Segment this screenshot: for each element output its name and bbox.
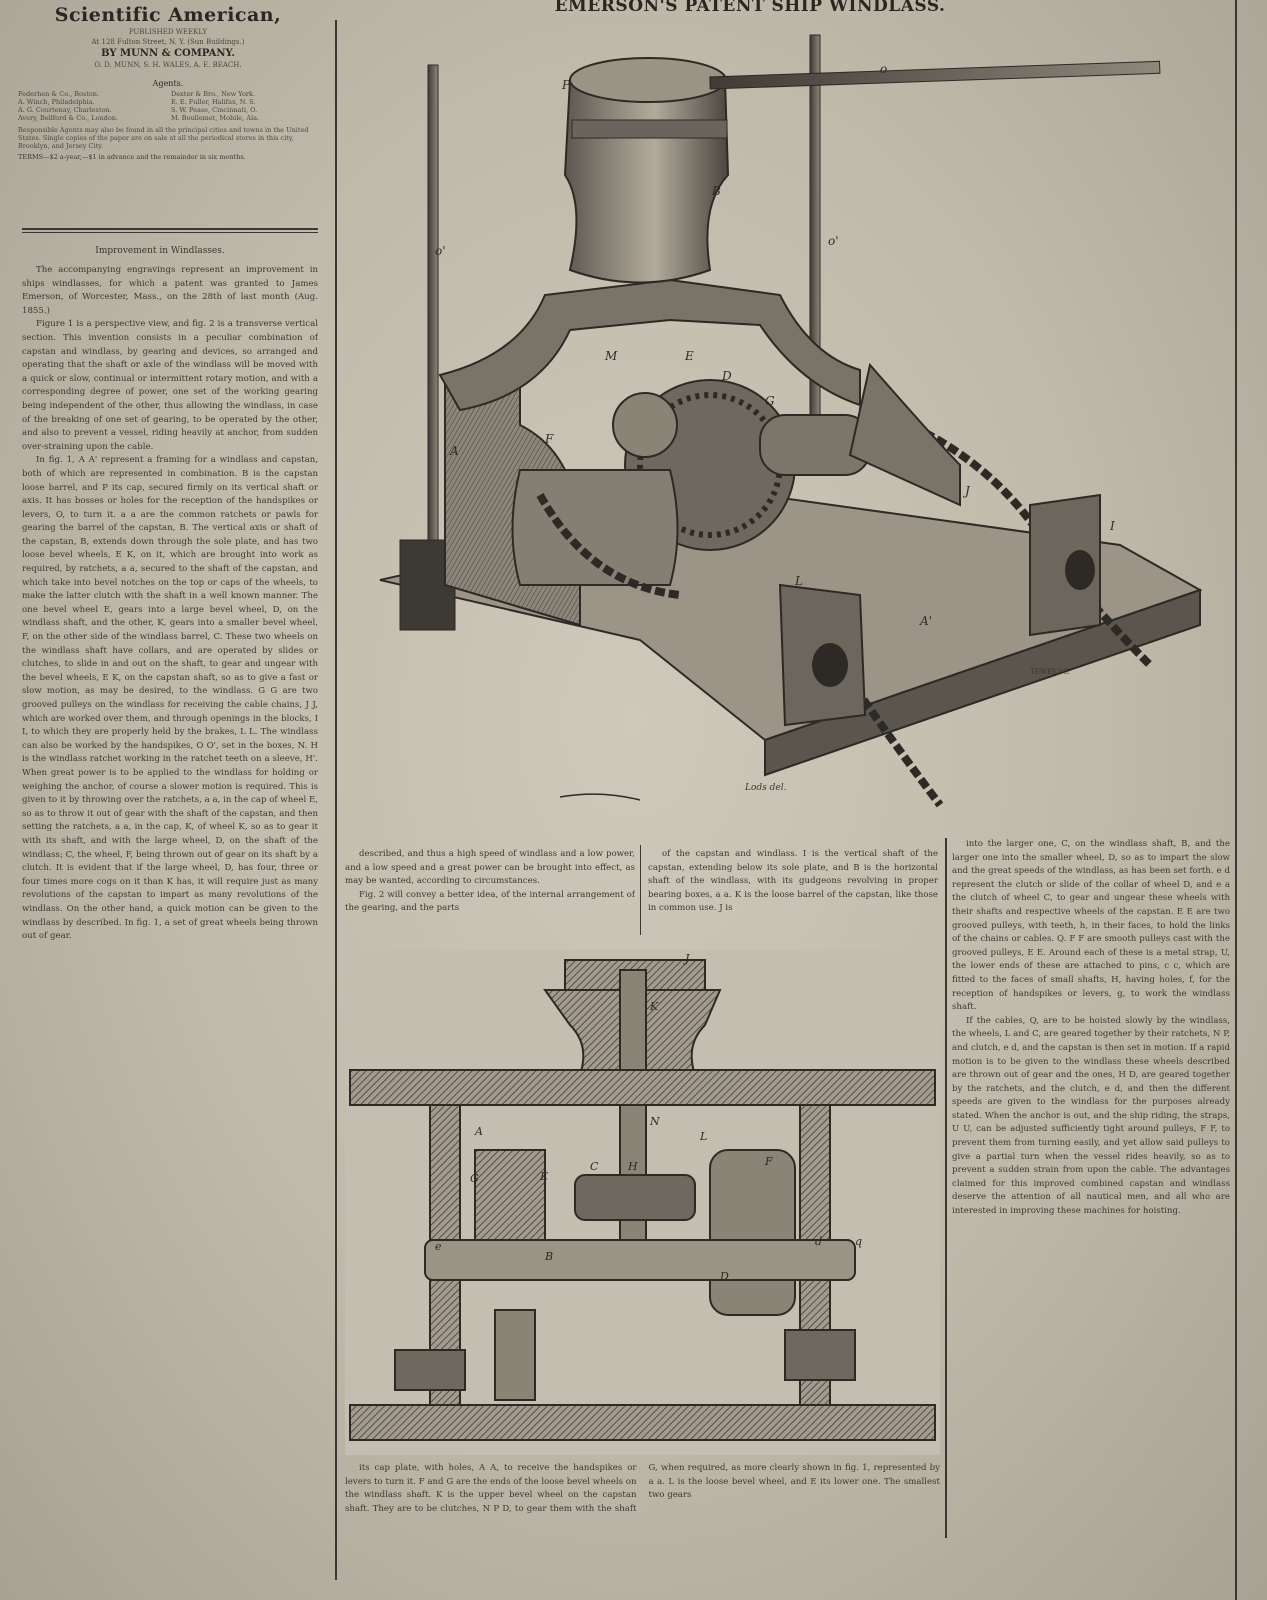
agents-list	[18, 90, 318, 122]
agent-entry: Avery, Bellford & Co., London.	[18, 114, 118, 122]
agent-entry: A. Winch, Philadelphia.	[18, 98, 95, 106]
frame-right	[850, 365, 960, 505]
handspike-rod-left	[428, 65, 438, 585]
label-letter: L	[700, 1130, 708, 1143]
capstan-cap	[570, 58, 726, 102]
label-letter: o'	[828, 234, 839, 248]
masthead	[18, 0, 318, 161]
masthead-address: At 128 Fulton Street, N. Y. (Sun Buildings.)	[91, 38, 245, 46]
windlass-shaft	[425, 1240, 855, 1280]
label-letter: J	[685, 952, 690, 965]
label-letter: H	[628, 1160, 638, 1173]
hawse-hole	[1065, 550, 1095, 590]
label-letter: B	[545, 1250, 554, 1263]
paragraph: In fig. 1, A A' represent a framing for a windlass and capstan, both of which are represented in combination. B is the capstan loose barrel, and P its cap, secured firmly on its vertical shaft or axis. It has bosses or holes for the reception of the handspikes or levers, O, to turn it. a a are the common ratchets or pawls for gearing the barrel of the capstan, B. The vertical axis or shaft of the capstan, B, extends down through the sole plate, and has two loose bevel wheels, E K, on it, which are brought into work as required, by ratchets, a a, secured to the shaft of the capstan, and which take into bevel notches on the top or caps of the wheels, to make the latter clutch with the shaft in a well known manner. The one bevel wheel E, gears into a large bevel wheel, D, on the windlass shaft, and the other, K, gears into a smaller bevel wheel, F, on the other side of the windlass barrel, C. These two wheels on the windlass shaft have collars, and are operated by slides or clutches, to slide in and out on the shaft, to gear and ungear with the bevel wheels, E K, on the capstan shaft, so as to give a fast or slow motion, as may be desired, to the windlass. G G are two grooved pulleys on the windlass for receiving the cable chains, J J, which are worked over them, and through openings in the blocks, I I, to which they are properly held by the brakes, L L. The windlass can also be worked by the handspikes, O O', set in the boxes, N. H is the windlass ratchet working in the ratchet teeth on a sleeve, H'. When great power is to be applied to the windlass for holding or weighing the anchor, of course a slower motion is required. This is given to it by throwing over the ratchets, a a, in the cap of wheel E, so as to throw it out of gear with the shaft of the capstan, and then setting the ratchets, a a, in the cap, K, of wheel K, so as to gear it with its shaft, and with the large wheel, D, on the shaft of the windlass; C, the wheel, F, being thrown out of gear on its shaft by a clutch. It is evident that if the large wheel, D, has four, three or four times more cogs on it than K has, it will require just as many revolutions of the capstan to impart as many revolutions of the windlass. On the other hand, a quick motion can be given to the windlass by described. In fig. 1, a set of great wheels being thrown out of gear.	[22, 455, 318, 942]
bevel-wheel-small	[613, 393, 677, 457]
article-column-3-top	[648, 848, 938, 936]
paragraph: The accompanying engravings represent an improvement in ships windlasses, for which a patent was granted to James Emerson, of Worcester, Mass., on the 28th of last month (Aug. 1855.)	[22, 265, 318, 316]
label-letter: F	[545, 432, 554, 446]
label-letter: A'	[920, 614, 932, 628]
windlass-barrel	[513, 470, 678, 585]
label-letter: G	[765, 394, 775, 408]
paragraph: If the cables, Q, are to be hoisted slowly by the windlass, the wheels, L and C, are geared together by their ratchets, N P, and clutch, e d, and the capstan is then set in motion. If a rapid motion is to be given to the windlass these wheels described are thrown out of gear and the ones, H D, are geared together by the ratchets, and the clutch, e d, and then the different speeds are given to the windlass for the purposes already stated. When the anchor is out, and the ship riding, the straps, U U, can be adjusted sufficiently tight around pulleys, F F, to prevent them from turning easily, and yet allow said pulleys to give a partial turn when the vessel rides heavily, so as to prevent a sudden strain from upon the cable. The advantages claimed for this improved combined capstan and windlass deserve the attention of all nautical men, and all who are interested in improving these machines for hoisting.	[952, 1015, 1230, 1217]
masthead-rule	[22, 228, 318, 230]
label-letter: E	[685, 349, 694, 363]
label-letter: D	[722, 369, 732, 383]
grooved-pulley-section	[710, 1150, 795, 1315]
article-column-1	[22, 264, 318, 1594]
label-letter: F	[765, 1155, 773, 1168]
paragraph: described, and thus a high speed of windlass and a low power, and a low speed and a great power can be brought into effect, as may be wanted, according to circumstances.	[345, 849, 635, 887]
label-letter: d	[815, 1235, 823, 1248]
capstan-arch-frame	[440, 280, 860, 410]
engraving-flourish	[560, 794, 640, 800]
masthead-editors: O. D. MUNN, S. H. WALES, A. E. BEACH.	[94, 61, 242, 69]
figure-2-section	[345, 950, 940, 1455]
agents-heading: Agents.	[152, 79, 184, 88]
paragraph: Fig. 2 will convey a better idea, of the internal arrangement of the gearing, and the parts	[345, 889, 635, 914]
label-letter: J	[965, 484, 970, 498]
label-letter: G	[470, 1172, 479, 1185]
label-letter: o	[880, 62, 888, 76]
label-letter: C	[590, 1160, 599, 1173]
engraver-signature-right: TEWEY.SC.	[1030, 668, 1071, 676]
masthead-rule-thin	[22, 232, 318, 233]
label-letter: q	[855, 1235, 863, 1248]
sole-plate-section	[350, 1405, 935, 1440]
agents-note: Responsible Agents may also be found in all the principal cities and towns in the United States. Single copies of the paper are on sale at all the periodical stores in this city, Brooklyn, and Jersey City.	[18, 126, 309, 150]
bearing-box-right	[785, 1330, 855, 1380]
paragraph: Figure 1 is a perspective view, and fig. 2 is a transverse vertical section. This invention consists in a peculiar combination of capstan and windlass, by gearing and devices, so arranged and operating that the shaft or axle of the windlass will be moved with a quick or slow, continual or intermittent rotary motion, and with a corresponding degree of power, one set of the working gearing being independent of the other, thus allowing the windlass, in case of the breaking of one set of gearing, to be operated by the other, and also to prevent a vessel, riding heavily at anchor, from sudden over-straining upon the cable.	[22, 319, 318, 452]
agent-entry: A. G. Courtenay, Charleston.	[18, 106, 112, 114]
capstan-lever	[710, 61, 1160, 89]
label-letter: K	[650, 1000, 659, 1013]
page-border-rule	[1235, 0, 1237, 1600]
bearing-box-left	[395, 1350, 465, 1390]
label-letter: E	[540, 1170, 549, 1183]
bevel-wheel-section	[575, 1175, 695, 1220]
label-letter: M	[605, 349, 618, 363]
agent-entry: E. E. Fuller, Halifax, N. S.	[171, 98, 256, 106]
agent-entry: Dexter & Bro., New York.	[171, 90, 256, 98]
masthead-published: PUBLISHED WEEKLY	[128, 28, 208, 36]
article-headline: EMERSON'S PATENT SHIP WINDLASS.	[554, 0, 946, 16]
label-letter: A	[450, 444, 459, 458]
label-letter: o'	[435, 244, 446, 258]
engraver-signature-left: Lods del.	[745, 783, 787, 793]
figure-1-engraving	[340, 25, 1220, 825]
paragraph: of the capstan and windlass. I is the vertical shaft of the capstan, extending below its sole plate, and B is the horizontal shaft of the windlass, with its gudgeons revolving in proper bearing boxes, a a. K is the loose barrel of the capstan, like those in common use. J is	[648, 849, 938, 914]
paragraph: into the larger one, C, on the windlass shaft, B, and the larger one into the smaller wheel, D, so as to impart the slow and the great speeds of the windlass, as has been set forth. e d represent the clutch or slide of the collar of wheel D, and e a the clutch of wheel C, to gear and ungear these wheels with their shafts and respective wheels of the capstan. E E are two grooved pulleys, with teeth, h, in their faces, to hold the links of the chains or cables. Q. F F are smooth pulleys cast with the grooved pulleys, E E. Around each of these is a metal strap, U, the lower ends of these are attached to pins, c c, which are fitted to the faces of small shafts, H, having holes, f, for the reception of handspikes or levers, g, to work the windlass shaft.	[952, 839, 1230, 1013]
label-letter: L	[795, 574, 803, 588]
deck-beam	[350, 1070, 935, 1105]
hawse-hole	[812, 643, 848, 687]
paragraph: its cap plate, with holes, A A, to receive the handspikes or levers to turn it. F and G are the ends of the loose bevel wheels on the windlass shaft. K is the upper bevel wheel on the capstan shaft. They are to be clutches, N P D, to gear them with the shaft G, when required, as more clearly shown in fig. 1, represented by a a. L is the loose bevel wheel, and E its lower one. The smallest two gears	[345, 1463, 940, 1514]
terms-line: TERMS—$2 a-year,—$1 in advance and the remainder in six months.	[18, 153, 246, 161]
label-letter: I	[1110, 519, 1115, 533]
article-column-4	[952, 838, 1230, 1578]
pawl-bracket	[495, 1310, 535, 1400]
article-bottom-text	[345, 1462, 940, 1592]
label-letter: P	[562, 78, 571, 92]
label-letter: B	[712, 184, 721, 198]
article-subheading: Improvement in Windlasses.	[95, 246, 225, 256]
label-letter: e	[435, 1240, 442, 1253]
capstan-band	[572, 120, 727, 138]
masthead-publisher: BY MUNN & COMPANY.	[101, 48, 235, 59]
article-column-2-top	[345, 848, 635, 936]
label-letter: N	[650, 1115, 660, 1128]
column-rule	[945, 838, 947, 1538]
agent-entry: Federhen & Co., Boston.	[18, 90, 100, 98]
label-letter: A	[475, 1125, 483, 1138]
column-rule	[640, 845, 641, 935]
agent-entry: S. W. Pease, Cincinnati, O.	[171, 106, 258, 114]
label-letter: D	[720, 1270, 729, 1283]
agent-entry: M. Boullemet, Mobile, Ala.	[171, 114, 260, 122]
masthead-title: Scientific American,	[54, 4, 282, 26]
column-rule	[335, 20, 337, 1580]
